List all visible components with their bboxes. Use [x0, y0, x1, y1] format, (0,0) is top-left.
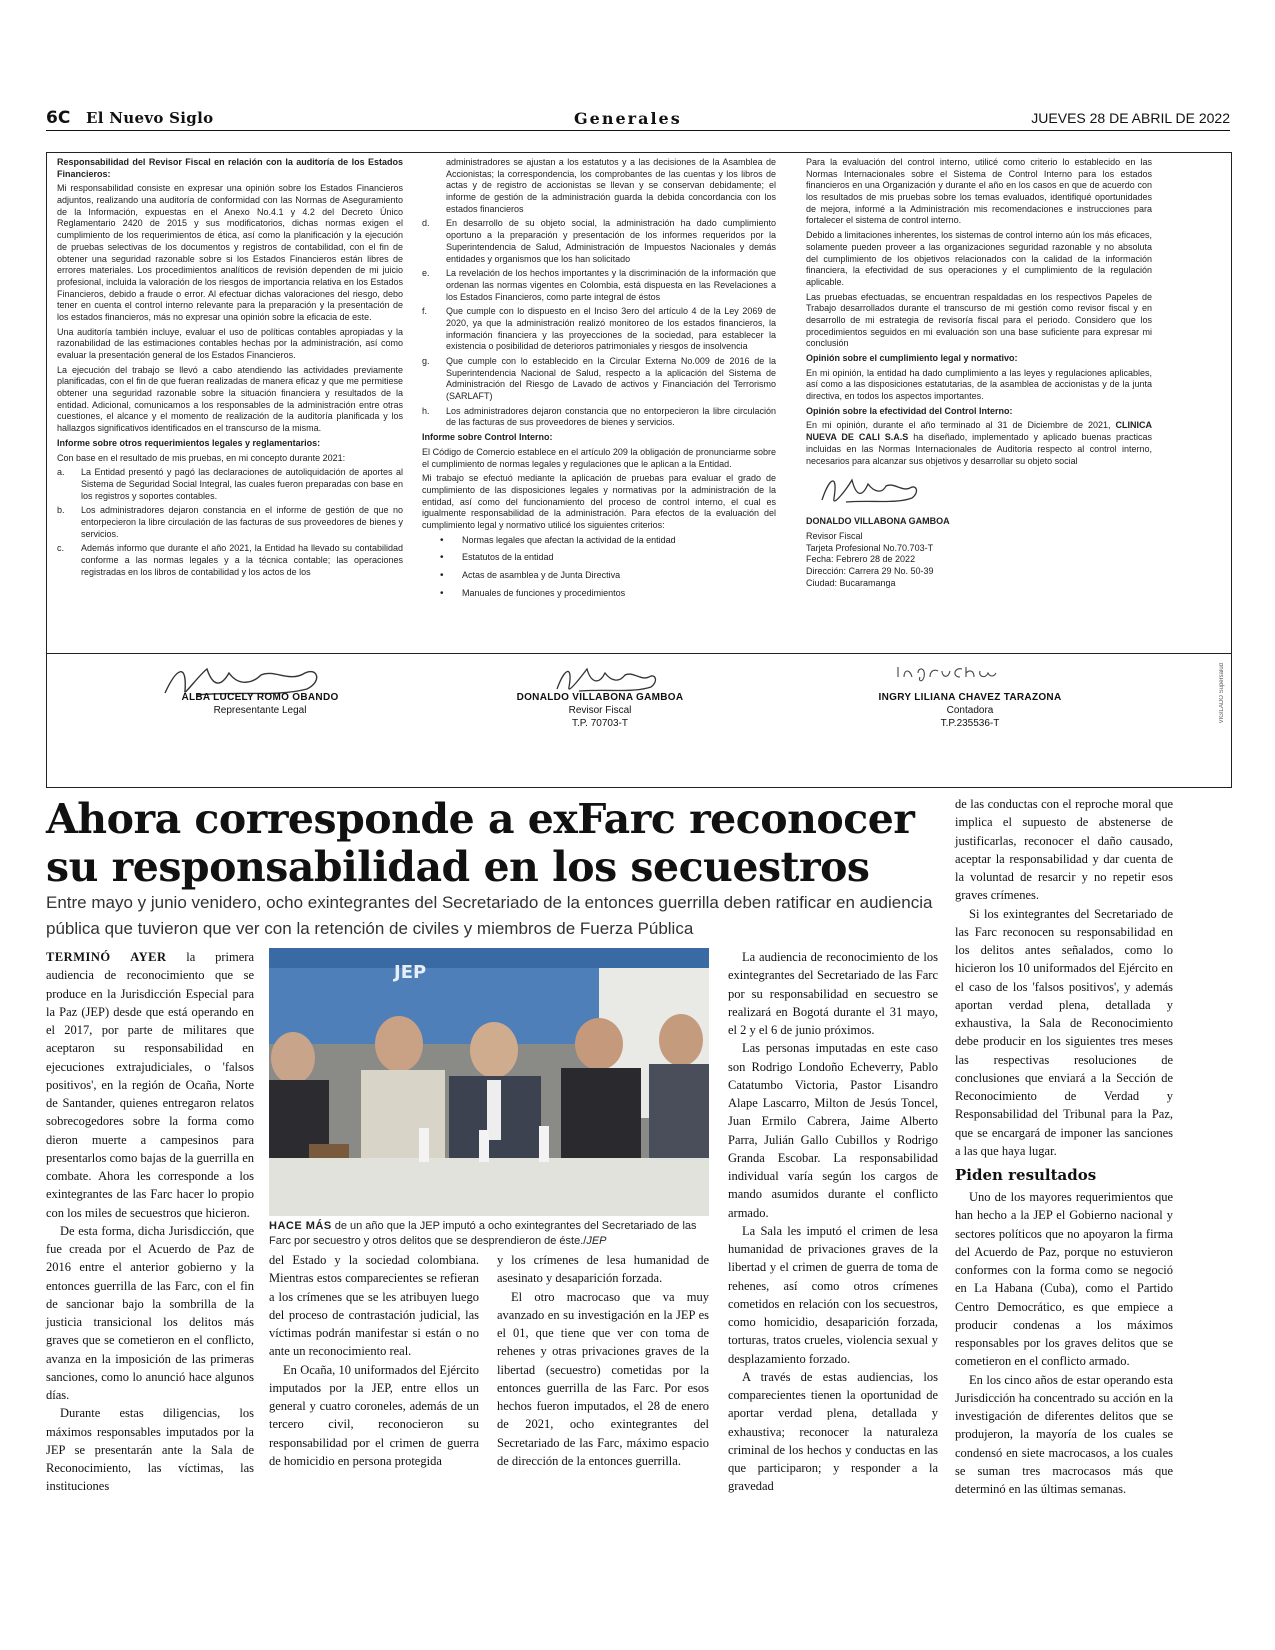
article-paragraph: El otro macrocaso que va muy avanzado en su investigación en la JEP es el 01, que tiene que ver con toma de rehenes y otras privaciones graves de la libertad (secuestro) cometidas por la entonces guerrilla de las Farc. Por esos hechos fueron imputados, el 28 de enero de 2021, ocho exintegrantes del Secretariado de las Farc, máximo espacio de dirección de la entonces guerrilla. — [497, 1289, 709, 1468]
article-paragraph: de las conductas con el reproche moral que implica el supuesto de abstenerse de justificarlas, reconocer el daño causado, aceptar la responsabilidad y dar cuenta de la voluntad de resarcir y no repetir esos graves crímenes. — [955, 797, 1173, 903]
photo-banner-text: JEP — [394, 962, 427, 983]
notice-list-item: e. La revelación de los hechos importantes y la discriminación de la información que ordenan las normas vigentes en Colombia, está dispuesta en las Revelaciones a los Estados Financieros, como parte integral de éstos — [422, 268, 776, 302]
article-column-5 — [955, 795, 1173, 1498]
notice-heading: Opinión sobre la efectividad del Control Interno: — [806, 405, 1013, 416]
article-subheading: Piden resultados — [955, 1166, 1097, 1184]
notice-list-item: c. Además informo que durante el año 2021, la Entidad ha llevado su contabilidad conforme a las normas legales y a la técnica contable; las operaciones registradas en los libros de contabilidad y los actos de los — [57, 543, 403, 577]
notice-paragraph: La ejecución del trabajo se llevó a cabo atendiendo las actividades previamente planificadas, con el fin de que fueran realizadas de manera eficaz y que me permitiese obtener una seguridad razonable sobre la situación financiera y resultados de la entidad. Adicional, comunicamos a los responsables de la administración entre otras cuestiones, el alcance y el momento de realización de la auditoría planificada y los hallazgos significativos identificados en el transcurso de la misma. — [57, 364, 403, 434]
notice-heading: Informe sobre otros requerimientos legales y reglamentarios: — [57, 437, 321, 448]
supervisor-seal: VIGILADO Supersalud — [1219, 663, 1225, 724]
article-photo — [269, 948, 709, 1216]
notice-bullet-item: • Manuales de funciones y procedimientos — [440, 587, 626, 599]
article-paragraph: Las personas imputadas en este caso son Rodrigo Londoño Echeverry, Pablo Catatumbo Victoria, Pastor Lisandro Alape Lascarro, Milton de Jesús Toncel, Juan Ermilo Cabrera, Jaime Alberto Parra, Julián Gallo Cubillos y Rodrigo Granda Escobar. La responsabilidad individual varía según los cargos de mando asumidos durante el conflicto armado. — [728, 1041, 938, 1220]
notice-list-item: b. Los administradores dejaron constancia en el informe de gestión de que no entorpecieron la libre circulación de las facturas de sus proveedores de bienes y servicios. — [57, 505, 403, 539]
notice-paragraph: Con base en el resultado de mis pruebas, en mi concepto durante 2021: — [57, 452, 346, 463]
lead-word: TERMINÓ AYER — [46, 950, 167, 964]
notice-column-2 — [422, 157, 776, 605]
article-paragraph: En los cinco años de estar operando esta Jurisdicción ha concentrado su acción en la investigación de diferentes delitos que se produjeron, la mayoría de los cuales se condensó en siete macrocasos, a los cuales se suman tres macrocasos más que determinó en las últimas semanas. — [955, 1372, 1173, 1496]
notice-paragraph: El Código de Comercio establece en el artículo 209 la obligación de pronunciarme sobre el cumplimiento de normas legales y regulaciones que le aplican a la Entidad. — [422, 446, 776, 469]
article-paragraph: Uno de los mayores requerimientos que han hecho a la JEP el Gobierno nacional y sectores políticos que no apoyaron la firma del Acuerdo de Paz, porque no estuvieron conformes con la forma como se negoció en La Habana (Cuba), como el Partido Centro Democrático, es que empiece a producir condenas a los máximos responsables por los graves delitos que se cometieron en el conflicto armado. — [955, 1190, 1173, 1369]
section-name: Generales — [574, 109, 682, 128]
signature-block-contadora: INGRY LILIANA CHAVEZ TARAZONA Contadora T.P.235536-T — [878, 692, 1062, 729]
notice-paragraph: Debido a limitaciones inherentes, los sistemas de control interno aún los más eficaces, solamente pueden proveer a las organizaciones seguridad razonable y no absoluta del cumplimiento de los objetivos relacionados con la calidad de la información financiera, la efectividad de sus operaciones y el cumplimiento de la regulación aplicable. — [806, 230, 1152, 287]
notice-paragraph: Las pruebas efectuadas, se encuentran respaldadas en los respectivos Papeles de Trabajo desarrollados durante el transcurso de mi gestión como revisor fiscal y en desarrollo de mi estrategia de revisoría fiscal para el periodo. Considero que los procedimientos seguidos en mi evaluación son una base suficiente para expresar mi conclusión — [806, 291, 1152, 349]
signature-contadora — [892, 661, 1002, 685]
photo-credit: JEP — [586, 1235, 607, 1248]
article-paragraph: del Estado y la sociedad colombiana. Mientras estos comparecientes se refieran a los crímenes que se les atribuyen luego del proceso de contrastación judicial, las víctimas podrán manifestar si están o no ante un reconocimiento real. — [269, 1253, 479, 1359]
article-paragraph: A través de estas audiencias, los comparecientes tienen la oportunidad de aportar verdad plena, detallada y exhaustiva; reconocer la naturaleza criminal de los hechos y conductas en las que participaron; y responder a la gravedad — [728, 1369, 938, 1494]
signature-divider — [47, 653, 1231, 654]
signature-block-legal-rep: ALBA LUCELY ROMO OBANDO Representante Legal — [181, 692, 339, 716]
notice-paragraph: administradores se ajustan a los estatutos y a las decisiones de la Asamblea de Accionistas; la correspondencia, los comprobantes de las cuentas y los libros de actas y de registro de accionistas se llevan y se conservan debidamente; el informe de gestión de la administración guarda la debida concordancia con los estados financieros — [446, 157, 776, 214]
company-name: CLINICA NUEVA DE CALI S.A.S — [806, 420, 1152, 443]
article-subtitle: Entre mayo y junio venidero, ocho exintegrantes del Secretariado de la entonces guerrilla deben ratificar en audiencia pública que tuvieron que ver con la retención de civiles y miembros de Fuerza Pública — [46, 893, 933, 938]
article-column-3 — [497, 1251, 709, 1470]
notice-paragraph: En mi opinión, la entidad ha dado cumplimiento a las leyes y regulaciones aplicables, así como a las disposiciones estatutarias, de la asamblea de accionistas y de la junta directiva, en todos los aspectos importantes. — [806, 367, 1152, 402]
article-column-2 — [269, 1251, 479, 1470]
hearing-photo — [269, 948, 709, 1216]
notice-paragraph: Mi responsabilidad consiste en expresar una opinión sobre los Estados Financieros adjuntos, realizando una auditoría de conformidad con las Normas de Aseguramiento de la Información, expuestas en el Anexo No.4.1 y 4.2 del Decreto Único Reglamentario 2420 de 2015 y sus modificatorios, dichas normas exigen el cumplimiento de los requerimientos de ética, así como la planificación y la ejecución de pruebas selectivas de los documentos y registros de contabilidad, con el fin de obtener una seguridad razonable sobre si los Estados Financieros están libres de errores materiales. Los procedimientos analíticos de revisión dependen de mi juicio profesional, incluida la valoración de los riesgos de importancia relativa en los Estados Financieros, debido a fraude o error. Al efectuar dichas valoraciones del riesgo, debo tener en cuenta el control interno relevante para la preparación y la presentación de los estados financieros, más no expresar una opinión sobre la eficacia de este. — [57, 183, 403, 322]
notice-paragraph: Para la evaluación del control interno, utilicé como criterio lo establecido en las Normas Internacionales sobre el Sistema de Control Interno para los estados financieros en una Organización y durante el año en los casos en que de acuerdo con los resultados de mis pruebas sobre los temas evaluados, identifiqué oportunidades de mejora, informé a la Administración mis recomendaciones e instrucciones para fortalecer el sistema de control interno. — [806, 157, 1152, 226]
photo-caption: HACE MÁS de un año que la JEP imputó a ocho exintegrantes del Secretariado de las Farc por secuestro y otros delitos que se desprendieron de éste./JEP — [269, 1220, 697, 1248]
article-paragraph: TERMINÓ AYER la primera audiencia de reconocimiento que se produce en la Jurisdicción Especial para la Paz (JEP) desde que está operando en el 2017, por parte de militares que aceptaron su responsabilidad en ejecuciones extrajudiciales, o 'falsos positivos', en la región de Ocaña, Norte de Santander, quienes entregaron relatos sobrecogedores sobre la forma como dieron muerte a campesinos para presentarlos como bajas de la guerrilla en combate. Ahora les corresponde a los exintegrantes de las Farc hacer lo propio con los miles de secuestros que hicieron. — [46, 950, 254, 1220]
notice-bullet-item: • Estatutos de la entidad — [440, 552, 554, 564]
notice-paragraph: Mi trabajo se efectuó mediante la aplicación de pruebas para evaluar el grado de cumplimiento de las disposiciones legales y normativas por la administración de la entidad, así como del funcionamiento del proceso de control interno, el cual es igualmente responsabilidad de la administración. Para efectos de la evaluación del cumplimiento legal y normativo utilicé los siguientes criterios: — [422, 473, 776, 530]
article-headline: Ahora corresponde a exFarc reconocer su responsabilidad en los secuestros — [46, 795, 915, 891]
notice-column-1 — [57, 157, 403, 581]
notice-bullet-item: • Normas legales que afectan la actividad de la entidad — [440, 534, 676, 546]
legal-notice — [46, 152, 1232, 788]
notice-list-item: a. La Entidad presentó y pagó las declaraciones de autoliquidación de aportes al Sistema de Seguridad Social Integral, las cuales fueron preparadas con base en los registros y soportes contables. — [57, 467, 403, 501]
notice-list-item: f. Que cumple con lo dispuesto en el Inciso 3ero del artículo 4 de la Ley 2069 de 2020, ya que la administración realizó monitoreo de los estados financieros, la información financiera y las proyecciones de la sociedad, para establecer la existencia o posibilidad de deterioros patrimoniales y riesgos de insolvencia — [422, 306, 776, 352]
article-paragraph: Durante estas diligencias, los máximos responsables imputados por la JEP se presentarán ante la Sala de Reconocimiento, las víctimas, las instituciones — [46, 1406, 254, 1494]
page-number: 6C — [46, 108, 71, 128]
notice-column-3: Para la evaluación del control interno, utilicé como criterio lo establecido en las Normas Internacionales sobre el Sistema de Control Interno para los estados financieros en una Organización y durante el año en los casos en que de acuerdo con los resultados de mis pruebas sobre los temas evaluados, identifiqué oportunidades de mejora, informé a la Administración mis recomendaciones e instrucciones para fortalecer el sistema de control interno. Debido a limitaciones inherentes, los sistemas de control interno aún los más eficaces, solamente pueden proveer a las organizaciones seguridad razonable y no absoluta del cumplimiento de los objetivos relacionados con la calidad de la información financiera, la efectividad de sus operaciones y el cumplimiento de la regulación aplicable. Las pruebas efectuadas, se encuentran respaldadas en los respectivos Papeles de Trabajo desarrollados durante el transcurso de mi gestión como revisor fiscal y en desarrollo de mi estrategia de revisoría fiscal para el periodo. Considero que los procedimientos seguidos en mi evaluación son una base suficiente para expresar mi conclusión Opinión sobre el cumplimiento legal y normativo: En mi opinión, la entidad ha dado cumplimiento a las leyes y regulaciones aplicables, así como a las disposiciones estatutarias, de la asamblea de accionistas y de la junta directiva, en todos los aspectos importantes. Opinión sobre la efectividad del Control Interno: En mi opinión, durante el año terminado al 31 de Diciembre de 2021, CLINICA NUEVA DE CALI S.A.S ha diseñado, implementado y aplicado buenas practicas incluidas en las Normas Internacionales de Auditoria respecto al control interno, necesarios para alcanzar sus objetivos y desarrollar su objeto social DONALDO VILLABONA GAMBOA Revisor Fiscal Tarjeta Profesional No.70.703-T Fecha: Febrero 28 de 2022 Dirección: Carrera 29 No. 50-39 Ciudad: Bucaramanga — [806, 157, 1152, 588]
page-header — [46, 108, 1230, 131]
notice-heading: Responsabilidad del Revisor Fiscal en relación con la auditoría de los Estados Financieros: — [57, 157, 403, 179]
article-column-4 — [728, 948, 938, 1496]
revisor-name: DONALDO VILLABONA GAMBOA — [806, 516, 950, 527]
article-paragraph: y los crímenes de lesa humanidad de asesinato y desaparición forzada. — [497, 1253, 709, 1286]
signature-revisor — [806, 470, 1152, 516]
article-paragraph: La audiencia de reconocimiento de los exintegrantes del Secretariado de las Farc por su responsabilidad en secuestro se realizará en Bogotá durante el 31 mayo, el 2 y el 6 de junio próximos. — [728, 950, 938, 1037]
notice-list-item: d. En desarrollo de su objeto social, la administración ha dado cumplimiento oportuno a la preparación y presentación de los informes requeridos por la Superintendencia de Salud, Administración de Impuestos Nacionales y demás entidades y organismos que los han solicitado — [422, 218, 776, 264]
article-paragraph: La Sala les imputó el crimen de lesa humanidad de privaciones graves de la libertad y el crimen de guerra de toma de rehenes, así como otros crímenes cometidos en relación con los secuestros, como homicidio, desaparición forzada, torturas, tratos crueles, violencia sexual y desplazamiento forzado. — [728, 1223, 938, 1366]
signature-scrawl — [816, 470, 926, 514]
notice-heading: Informe sobre Control Interno: — [422, 432, 553, 443]
notice-list-item: g. Que cumple con lo establecido en la Circular Externa No.009 de 2016 de la Superintendencia Nacional de Salud, respecto a la aplicación del Sistema de Administración del Riesgo de Lavado de activos y Financiación del Terrorismo (SARLAFT) — [422, 356, 776, 402]
article-paragraph: Si los exintegrantes del Secretariado de las Farc reconocen su responsabilidad en los delitos antes señalados, como lo hicieron los 10 uniformados del Ejército en el caso de los 'falsos positivos', y además aportan verdad plena, detallada y exhaustiva, la Sala de Reconocimiento debe producir en los siguientes tres meses las respectivas resoluciones de conclusiones que enviará a la Sección de Reconocimiento de Verdad y Responsabilidad del Tribunal para la Paz, que se encargará de imponer las sanciones a las que haya lugar. — [955, 906, 1173, 1158]
notice-paragraph: En mi opinión, durante el año terminado al 31 de Diciembre de 2021, CLINICA NUEVA DE CALI S.A.S ha diseñado, implementado y aplicado buenas practicas incluidas en las Normas Internacionales de Auditoria respecto al control interno, necesarios para alcanzar sus objetivos y desarrollar su objeto social — [806, 420, 1152, 466]
article-column-1 — [46, 948, 254, 1496]
notice-paragraph: Una auditoría también incluye, evaluar el uso de políticas contables apropiadas y la razonabilidad de las estimaciones contables hechas por la administración, así como evaluar la presentación general de los Estados Financieros. — [57, 326, 403, 360]
notice-bullet-item: • Actas de asamblea y de Junta Directiva — [440, 570, 621, 581]
issue-date: JUEVES 28 DE ABRIL DE 2022 — [1031, 110, 1230, 126]
notice-heading: Opinión sobre el cumplimiento legal y normativo: — [806, 353, 1018, 363]
newspaper-name: El Nuevo Siglo — [86, 109, 214, 127]
notice-list-item: h. Los administradores dejaron constancia que no entorpecieron la libre circulación de las facturas de sus proveedores de bienes y servicios. — [422, 405, 776, 428]
article-paragraph: De esta forma, dicha Jurisdicción, que fue creada por el Acuerdo de Paz de 2016 entre el anterior gobierno y la entonces guerrilla de las Farc, con el fin de sancionar bajo la sombrilla de la justicia transicional los delitos más graves que se cometieron en el conflicto, avanza en la imposición de las primeras sanciones, como lo anunció hace algunos días. — [46, 1223, 254, 1402]
article-paragraph: En Ocaña, 10 uniformados del Ejército imputados por la JEP, entre ellos un general y cuatro coroneles, además de un tercero civil, reconocieron su responsabilidad por el crimen de guerra de homicidio en persona protegida — [269, 1362, 479, 1468]
signature-block-revisor: DONALDO VILLABONA GAMBOA Revisor Fiscal T.P. 70703-T — [516, 692, 684, 729]
